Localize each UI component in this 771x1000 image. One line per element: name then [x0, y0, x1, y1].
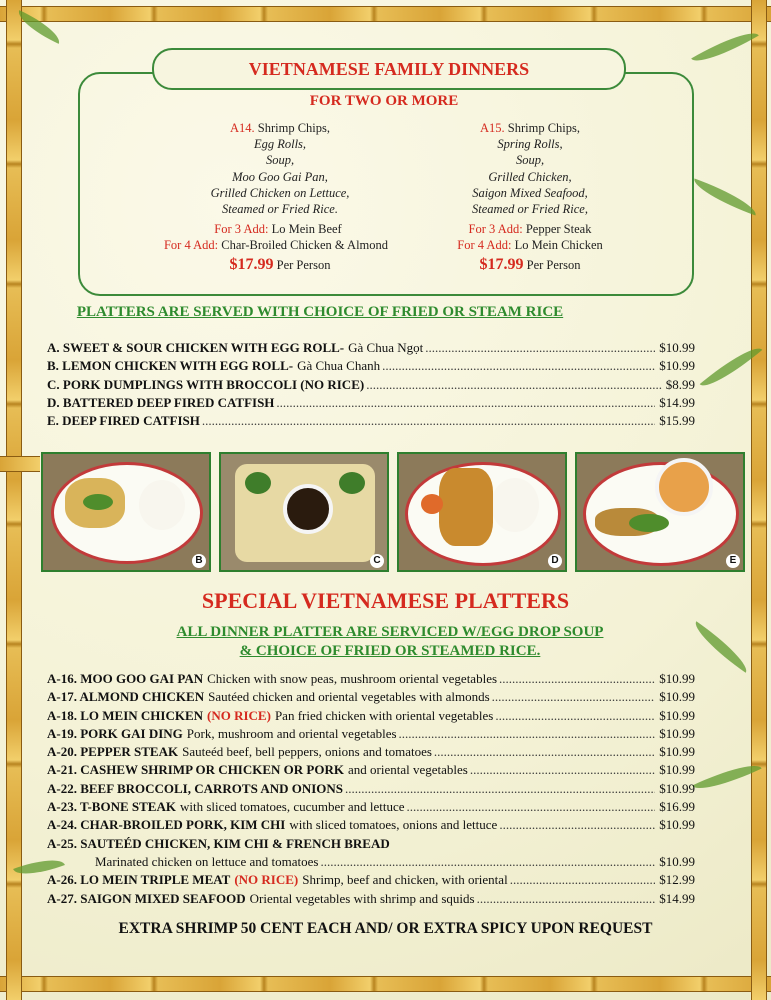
- dinner-price: $17.99: [229, 255, 274, 273]
- leader-dots: [382, 358, 655, 374]
- leader-dots: [470, 762, 655, 778]
- dinner-price: $17.99: [479, 255, 524, 273]
- item-name: A-17. ALMOND CHICKEN: [47, 689, 205, 705]
- leader-dots: [276, 395, 655, 411]
- list-item: [47, 340, 695, 358]
- leader-dots: [510, 872, 656, 888]
- bamboo-frame-right: [751, 0, 767, 1000]
- dinner-item: Egg Rolls,: [253, 137, 307, 152]
- add4-label: For 4 Add:: [457, 238, 512, 253]
- family-dinner-a15: [400, 120, 660, 273]
- leader-dots: [499, 817, 655, 833]
- bamboo-leaf-decoration: [688, 621, 753, 673]
- add3-label: For 3 Add:: [214, 222, 269, 237]
- item-price: $8.99: [665, 376, 695, 392]
- item-name: A-27. SAIGON MIXED SEAFOOD: [47, 890, 246, 906]
- item-note-red: (NO RICE): [234, 872, 299, 888]
- item-price: $10.99: [659, 853, 695, 869]
- item-name: A-26. LO MEIN TRIPLE MEAT: [47, 872, 231, 888]
- per-person-label: Per Person: [276, 257, 331, 272]
- add4-value: Char-Broiled Chicken & Almond: [221, 238, 389, 253]
- list-item: [47, 799, 695, 817]
- dinner-item: Spring Rolls,: [497, 137, 563, 152]
- family-dinner-a14: [150, 120, 410, 273]
- special-platters-note: [150, 623, 630, 661]
- sauce-bowl-image: [655, 458, 713, 516]
- item-price: $10.99: [659, 671, 695, 686]
- list-item: [47, 689, 695, 707]
- leader-dots: [407, 799, 656, 815]
- list-item: [47, 671, 695, 689]
- leader-dots: [366, 377, 662, 393]
- photo-label: E: [726, 554, 740, 568]
- rice-image: [491, 478, 539, 532]
- dish-photo-b: [41, 452, 211, 572]
- dish-photo-d: [397, 452, 567, 572]
- extra-request-note: EXTRA SHRIMP 50 CENT EACH AND/ OR EXTRA SPICY UPON REQUEST: [118, 920, 653, 937]
- item-desc: Pan fried chicken with oriental vegetables: [274, 707, 494, 723]
- item-price: $10.99: [659, 340, 695, 355]
- item-price: $10.99: [659, 707, 695, 723]
- list-item: [47, 413, 695, 431]
- list-item: [47, 817, 695, 835]
- list-item: [47, 377, 695, 395]
- leader-dots: [434, 744, 655, 760]
- dinner-item: Soup,: [515, 153, 545, 168]
- item-name: C. PORK DUMPLINGS WITH BROCCOLI (NO RICE): [47, 376, 365, 392]
- list-item: [47, 854, 695, 872]
- special-note-line: ALL DINNER PLATTER ARE SERVICED W/EGG DROP SOUP: [176, 624, 604, 640]
- item-price: $10.99: [659, 780, 695, 796]
- list-item: [47, 708, 695, 726]
- item-desc: Gà Chua Chanh: [297, 358, 381, 374]
- add3-value: Lo Mein Beef: [271, 222, 342, 237]
- dinner-first-item: Shrimp Chips,: [257, 121, 331, 135]
- rice-image: [139, 480, 185, 530]
- item-desc: Chicken with snow peas, mushroom oriental vegetables: [207, 671, 498, 686]
- item-price: $14.99: [659, 394, 695, 410]
- family-dinners-title-box: [152, 48, 626, 90]
- add4-label: For 4 Add:: [163, 238, 219, 253]
- leader-dots: [495, 708, 655, 724]
- item-desc: Pork, mushroom and oriental vegetables: [186, 725, 397, 741]
- list-item: [47, 358, 695, 376]
- bamboo-frame-bottom: [0, 976, 771, 992]
- sauce-bowl-image: [283, 484, 333, 534]
- item-desc: Sauteéd beef, bell peppers, onions and tomatoes: [182, 744, 432, 760]
- item-name: D. BATTERED DEEP FIRED CATFISH: [47, 394, 275, 410]
- dinner-item: Saigon Mixed Seafood,: [472, 185, 588, 200]
- dinner-code: A15.: [479, 121, 505, 135]
- herbs-image: [629, 514, 669, 532]
- add4-value: Lo Mein Chicken: [514, 238, 603, 253]
- bamboo-frame-top: [0, 6, 771, 22]
- leader-dots: [425, 340, 655, 356]
- leader-dots: [320, 854, 655, 870]
- item-name: A. SWEET & SOUR CHICKEN WITH EGG ROLL-: [47, 340, 345, 355]
- list-item: [47, 891, 695, 909]
- item-note-red: (NO RICE): [207, 707, 271, 723]
- item-price: $10.99: [659, 725, 695, 741]
- item-desc: Oriental vegetables with shrimp and squids: [249, 890, 475, 906]
- catfish-image: [439, 468, 493, 546]
- item-name: A-25. SAUTEÉD CHICKEN, KIM CHI & FRENCH BREAD: [47, 835, 390, 851]
- per-person-label: Per Person: [526, 257, 581, 272]
- herbs-image: [83, 494, 113, 510]
- dinner-item: Steamed or Fried Rice.: [222, 202, 338, 217]
- item-name: A-22. BEEF BROCCOLI, CARROTS AND ONIONS: [47, 780, 344, 796]
- bamboo-frame-left: [6, 0, 22, 1000]
- dinner-code: A14.: [229, 121, 255, 135]
- item-desc: with sliced tomatoes, onions and lettuce: [289, 817, 498, 833]
- list-item: [47, 762, 695, 780]
- item-name: A-18. LO MEIN CHICKEN: [47, 707, 204, 723]
- dinner-item: Soup,: [265, 153, 295, 168]
- photo-label: B: [192, 554, 206, 568]
- list-item: [47, 726, 695, 744]
- list-item: [47, 395, 695, 413]
- dish-photo-e: [575, 452, 745, 572]
- photo-label: D: [548, 554, 562, 568]
- platters-list: [47, 340, 695, 431]
- item-name: A-24. CHAR-BROILED PORK, KIM CHI: [47, 817, 286, 833]
- item-name: A-23. T-BONE STEAK: [47, 799, 176, 815]
- list-item: [47, 781, 695, 799]
- broccoli-image: [339, 472, 365, 494]
- item-price: $10.99: [659, 762, 695, 778]
- add3-label: For 3 Add:: [468, 222, 523, 237]
- leader-dots: [477, 891, 656, 907]
- dinner-first-item: Shrimp Chips,: [507, 121, 581, 135]
- item-desc: Shrimp, beef and chicken, with oriental: [302, 872, 508, 888]
- item-name: A-20. PEPPER STEAK: [47, 744, 179, 760]
- item-price: $10.99: [659, 689, 695, 705]
- list-item: [47, 872, 695, 890]
- dinner-item: Grilled Chicken,: [488, 169, 572, 184]
- broccoli-image: [245, 472, 271, 494]
- bamboo-leaf-decoration: [691, 23, 759, 70]
- item-name: A-19. PORK GAI DING: [47, 725, 183, 741]
- family-dinners-title: VIETNAMESE FAMILY DINNERS: [248, 59, 530, 79]
- item-price: $16.99: [659, 799, 695, 815]
- dinner-item: Steamed or Fried Rice,: [472, 202, 588, 217]
- item-desc: and oriental vegetables: [347, 762, 468, 778]
- bamboo-stub-left: [0, 456, 40, 472]
- item-price: $15.99: [659, 413, 695, 429]
- dinner-item: Moo Goo Gai Pan,: [232, 169, 328, 184]
- item-price: $10.99: [659, 744, 695, 760]
- item-price: $14.99: [659, 890, 695, 906]
- bamboo-leaf-decoration: [690, 178, 761, 215]
- platters-header: PLATTERS ARE SERVED WITH CHOICE OF FRIED OR STEAM RICE: [76, 304, 564, 320]
- leader-dots: [345, 781, 655, 797]
- item-price: $10.99: [659, 358, 695, 374]
- item-name: E. DEEP FIRED CATFISH: [47, 413, 200, 429]
- item-price: $10.99: [659, 817, 695, 833]
- carrot-image: [421, 494, 443, 514]
- photo-label: C: [370, 554, 384, 568]
- dish-photo-c: [219, 452, 389, 572]
- leader-dots: [492, 689, 656, 705]
- list-item: [47, 744, 695, 762]
- special-note-line: & CHOICE OF FRIED OR STEAMED RICE.: [239, 643, 541, 659]
- list-item: [47, 836, 695, 854]
- item-desc: Gà Chua Ngọt: [348, 340, 424, 355]
- dinner-item: Grilled Chicken on Lettuce,: [210, 185, 350, 200]
- item-name: B. LEMON CHICKEN WITH EGG ROLL-: [47, 358, 294, 374]
- special-platters-title: SPECIAL VIETNAMESE PLATTERS: [201, 588, 570, 613]
- leader-dots: [202, 413, 655, 429]
- item-price: $12.99: [659, 872, 695, 888]
- leader-dots: [399, 726, 656, 742]
- item-name: A-16. MOO GOO GAI PAN: [47, 671, 204, 686]
- item-desc: with sliced tomatoes, cucumber and lettuce: [179, 799, 405, 815]
- item-desc: Marinated chicken on lettuce and tomatoes: [95, 853, 319, 869]
- family-dinners-subtitle: FOR TWO OR MORE: [309, 93, 459, 109]
- item-desc: Sautéed chicken and oriental vegetables with almonds: [208, 689, 490, 705]
- add3-value: Pepper Steak: [525, 222, 592, 237]
- special-platters-list: [47, 671, 695, 909]
- leader-dots: [499, 671, 655, 687]
- item-name: A-21. CASHEW SHRIMP OR CHICKEN OR PORK: [47, 762, 344, 778]
